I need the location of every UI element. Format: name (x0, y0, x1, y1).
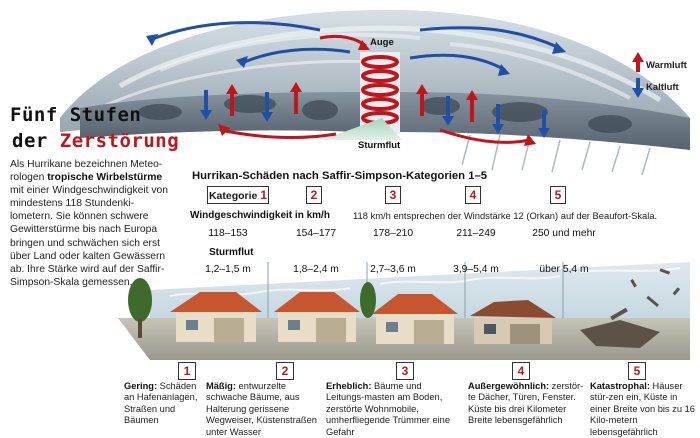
storm-surge-label: Sturmflut (358, 140, 401, 151)
category-label-box (207, 186, 269, 204)
caption-3 (326, 381, 456, 438)
caption-2-head: Mäßig: (206, 381, 236, 391)
intro-text (10, 158, 168, 289)
wind-row-label: Windgeschwindigkeit in km/h (190, 210, 330, 221)
category-2-number: 2 (306, 186, 322, 204)
wind-note: 118 km/h entsprechen der Windstärke 12 (Orkan) auf der Beaufort-Skala. (353, 210, 658, 221)
surge-value-1: 1,2–1,5 m (205, 264, 251, 275)
table-title: Hurrikan-Schäden nach Saffir-Simpson-Kategorien 1–5 (192, 170, 488, 182)
wind-value-4: 211–249 (456, 228, 496, 239)
legend-warm-arrow-icon (632, 52, 644, 72)
surge-value-2: 1,8–2,4 m (293, 264, 339, 275)
caption-1 (124, 381, 204, 427)
wind-value-3: 178–210 (372, 228, 414, 239)
caption-1-head: Gering: (124, 381, 158, 391)
scene-badge-2: 2 (276, 362, 294, 380)
category-1-number: 1 (260, 188, 268, 202)
scene-badge-1: 1 (178, 362, 196, 380)
surge-value-4: 3,9–5,4 m (453, 264, 499, 275)
title-line-2-highlight: Zerstörung (59, 130, 180, 152)
caption-2-text: entwurzelte schwache Bäume, aus Halterung gerissene Wegweiser, Küstenstraßen unter Wasser (206, 381, 317, 437)
intro-part-1: Als Hurrikane bezeichnen Meteo-rologen (10, 159, 163, 184)
surge-value-3: 2,7–3,6 m (370, 264, 416, 275)
legend-cold-label: Kaltluft (646, 82, 679, 93)
surge-row-label: Sturmflut (209, 247, 254, 258)
category-4-number: 4 (465, 186, 481, 204)
scene-badge-5: 5 (628, 362, 646, 380)
title-line-2-prefix: der (12, 130, 48, 152)
surge-value-5: über 5,4 m (539, 264, 589, 275)
caption-4-head: Außergewöhnlich: (468, 381, 550, 391)
legend-warm-label: Warmluft (646, 60, 687, 71)
wind-value-1: 118–153 (208, 228, 248, 239)
caption-4 (468, 381, 588, 427)
title-line-1: Fünf Stufen (10, 104, 142, 126)
caption-3-text: Bäume und Leitungs-masten am Boden, zerstörte Wohnmobile, umherfliegende Trümmer eine Gefahr (326, 381, 451, 437)
caption-2 (206, 381, 318, 438)
caption-5-head: Katastrophal: (590, 381, 650, 391)
tree-3 (360, 282, 376, 318)
category-5-number: 5 (550, 186, 566, 204)
scene-badge-3: 3 (396, 362, 414, 380)
scene-badge-4: 4 (512, 362, 530, 380)
caption-3-head: Erheblich: (326, 381, 372, 391)
category-label: Kategorie (208, 190, 258, 202)
caption-4-text: zerstör-te Dächer, Türen, Fenster. Küste bis drei Kilometer Breite lebensgefährlich (468, 381, 584, 426)
title-line-2 (12, 130, 179, 152)
wind-value-2: 154–177 (295, 228, 337, 239)
caption-5-text: Häuser stür-zen ein, Küste in einer Breite von bis zu 16 Kilo-metern lebensgefährlich (590, 381, 695, 437)
wind-value-5: 250 und mehr (532, 228, 596, 239)
intro-bold: tropische Wirbelstürme (47, 172, 163, 184)
caption-5 (590, 381, 696, 438)
intro-part-2: mit einer Windgeschwindigkeit von mindestens 118 Stundenki-lometern. Sie können schwere Gewitterstürme bis nach Europa bringen und schwächen sich erst über Land oder kalten Gewässern ab. Ihre Stärke wird auf der Saffir-Simpson-Skala gemessen. (10, 185, 168, 288)
category-3-number: 3 (385, 186, 401, 204)
caption-1-text: Schäden an Hafenanlagen, Straßen und Bäumen (124, 381, 198, 426)
eye-label: Auge (370, 37, 394, 48)
